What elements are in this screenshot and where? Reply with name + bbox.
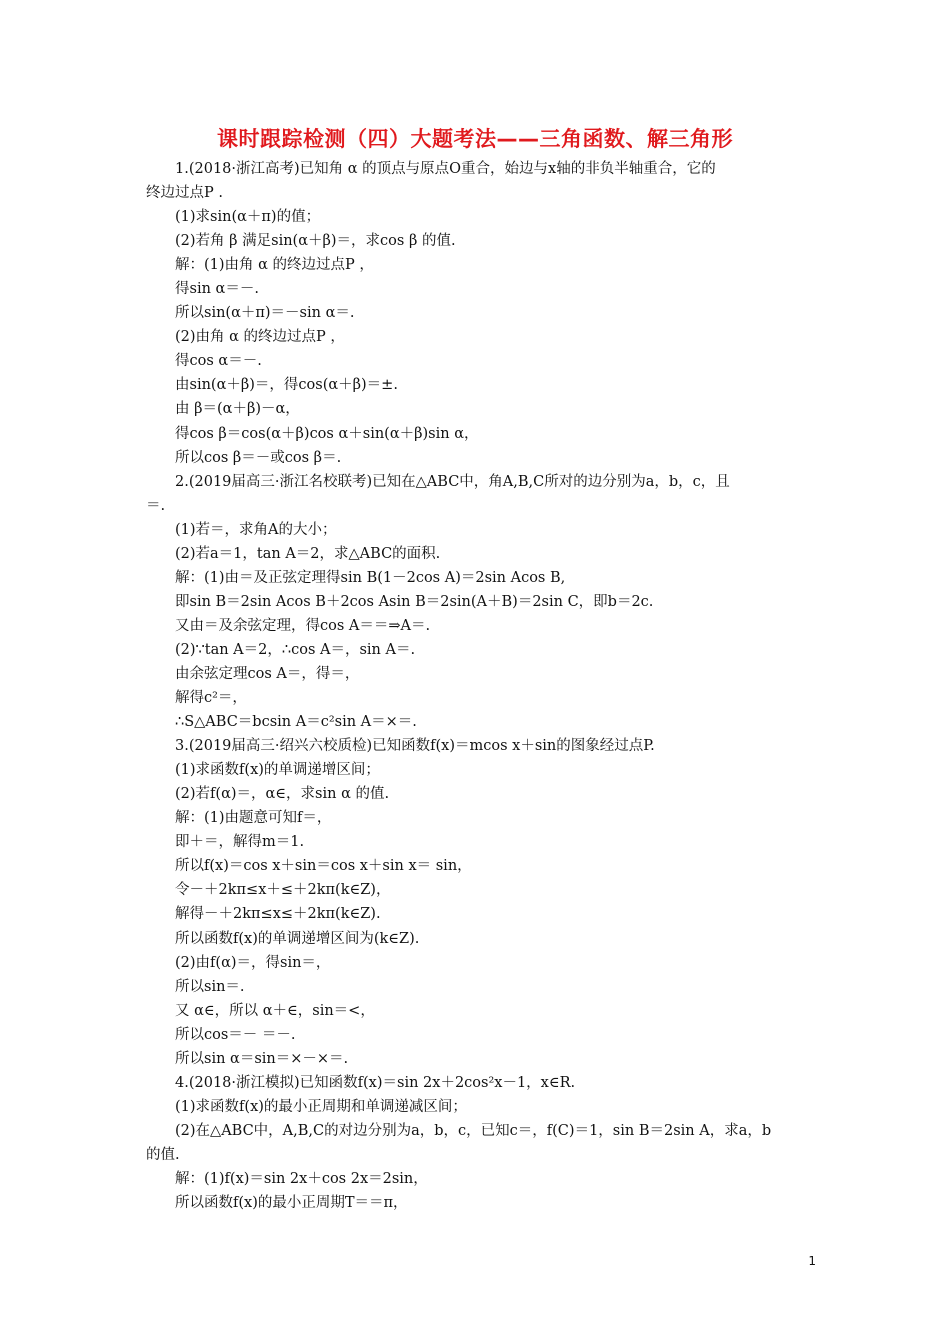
solution-line: 解：(1)f(x)＝sin 2x＋cos 2x＝2sin， <box>175 1170 428 1187</box>
text-line: 由sin(α＋β)＝，得cos(α＋β)＝±. <box>175 377 398 394</box>
text-line: (1)求sin(α＋π)的值； <box>175 209 321 226</box>
text-line: 又由＝及余弦定理，得cos A＝＝⇒A＝. <box>175 617 431 634</box>
problem-1-stem: 1.(2018·浙江高考)已知角 α 的顶点与原点O重合，始边与x轴的非负半轴重合，它的 <box>175 161 716 177</box>
text-line: 即sin B＝2sin Acos B＋2cos Asin B＝2sin(A＋B)＝2sin C，即b＝2c. <box>175 593 654 610</box>
text-line: (2)在△ABC中，A,B,C的对边分别为a，b，c，已知c＝，f(C)＝1，sin B＝2sin A，求a，b <box>175 1122 772 1139</box>
text-line: (1)求函数f(x)的最小正周期和单调递减区间； <box>175 1098 467 1115</box>
text-line: 解得－＋2kπ≤x≤＋2kπ(k∈Z). <box>175 906 381 923</box>
solution-line: 解：(1)由题意可知f＝， <box>175 810 332 827</box>
text-line: 解得c²＝， <box>175 690 247 707</box>
text-line: (1)求函数f(x)的单调递增区间； <box>175 762 380 779</box>
text-line: 得cos α＝－. <box>175 353 262 370</box>
text-line: 由 β＝(α＋β)－α， <box>175 401 300 418</box>
text-line: 得cos β＝cos(α＋β)cos α＋sin(α＋β)sin α， <box>175 425 479 442</box>
text-line: (2)若角 β 满足sin(α＋β)＝，求cos β 的值. <box>175 233 456 250</box>
text-line: 终边过点P . <box>146 185 223 202</box>
text-line: (2)若a＝1，tan A＝2，求△ABC的面积. <box>175 545 441 562</box>
text-line: (2)由角 α 的终边过点P ， <box>175 329 345 346</box>
problem-3-stem: 3.(2019届高三·绍兴六校质检)已知函数f(x)＝mcos x＋sin的图象经过点P. <box>175 738 655 755</box>
text-line: 所以函数f(x)的最小正周期T＝＝π， <box>175 1195 408 1212</box>
page-title: 课时跟踪检测（四）大题考法——三角函数、解三角形 <box>217 127 733 151</box>
text-line: 所以函数f(x)的单调递增区间为(k∈Z). <box>175 930 420 947</box>
text-line: 所以cos＝－ ＝－. <box>175 1026 296 1043</box>
text-line: 令－＋2kπ≤x＋≤＋2kπ(k∈Z)， <box>175 882 391 899</box>
solution-line: 解：(1)由＝及正弦定理得sin B(1－2cos A)＝2sin Acos B, <box>175 569 566 586</box>
text-line: 所以sin α＝sin＝×－×＝. <box>175 1050 349 1067</box>
text-line: 所以sin＝. <box>175 978 245 995</box>
text-line: 所以sin(α＋π)＝－sin α＝. <box>175 305 355 322</box>
text-line: ＝. <box>146 497 166 514</box>
text-line: 得sin α＝－. <box>175 281 259 298</box>
document-body <box>146 157 812 1215</box>
problem-2-stem: 2.(2019届高三·浙江名校联考)已知在△ABC中，角A,B,C所对的边分别为a，b，c，且 <box>175 473 730 490</box>
text-line: 的值. <box>146 1146 180 1163</box>
text-line: (2)∵tan A＝2，∴cos A＝，sin A＝. <box>175 641 416 658</box>
text-line: 所以cos β＝－或cos β＝. <box>175 449 342 466</box>
problem-4-stem: 4.(2018·浙江模拟)已知函数f(x)＝sin 2x＋2cos²x－1，x∈R. <box>175 1074 576 1091</box>
text-line: (2)若f(α)＝，α∈，求sin α 的值. <box>175 786 390 803</box>
text-line: (1)若＝，求角A的大小； <box>175 521 337 538</box>
text-line: (2)由f(α)＝，得sin＝， <box>175 954 331 971</box>
text-line: ∴S△ABC＝bcsin A＝c²sin A＝×＝. <box>175 714 417 731</box>
page-number: 1 <box>808 1254 816 1268</box>
text-line: 即＋＝，解得m＝1. <box>175 834 305 851</box>
solution-line: 解：(1)由角 α 的终边过点P ， <box>175 257 374 274</box>
text-line: 又 α∈，所以 α＋∈，sin＝<， <box>175 1002 375 1019</box>
text-line: 由余弦定理cos A＝，得＝， <box>175 665 360 682</box>
text-line: 所以f(x)＝cos x＋sin＝cos x＋sin x＝ sin， <box>175 858 472 875</box>
